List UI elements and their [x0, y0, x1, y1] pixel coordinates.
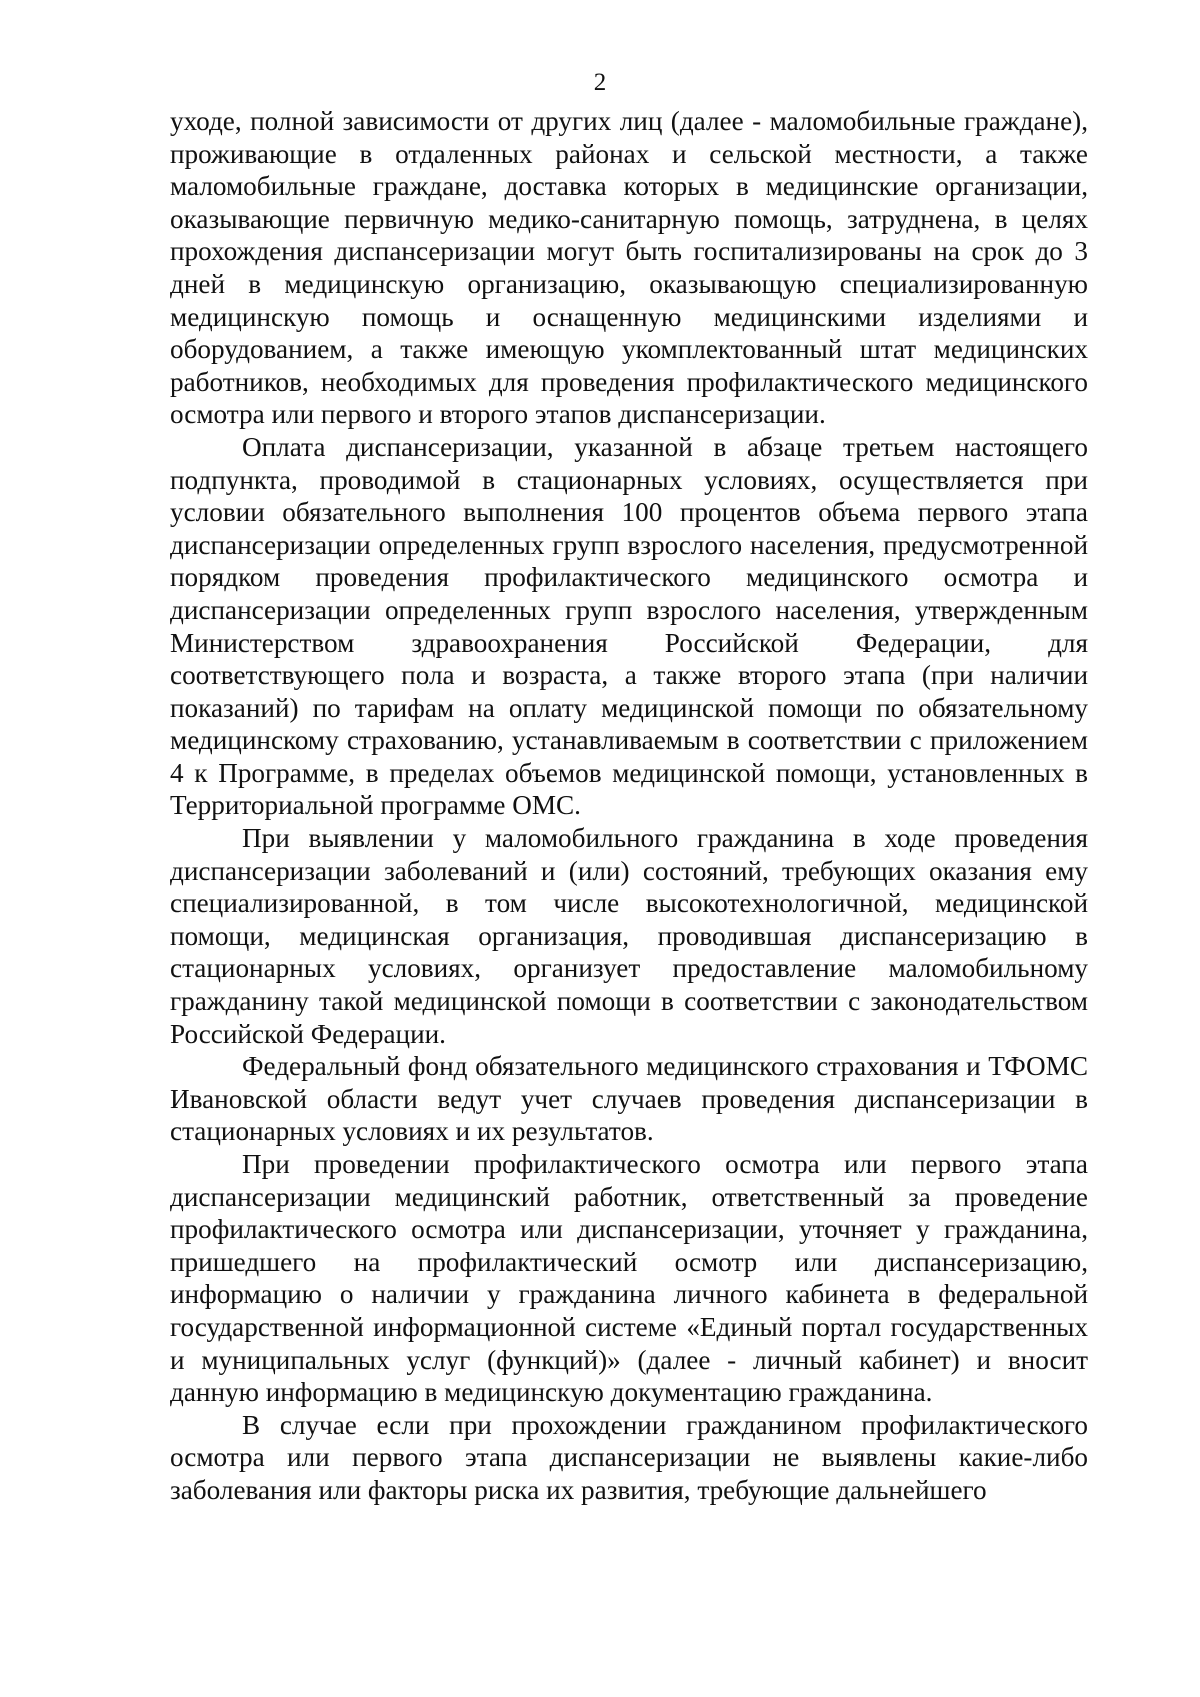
paragraph-payment: Оплата диспансеризации, указанной в абзаце третьем настоящего подпункта, проводимой в стационарных условиях, осуществляется при условии обязательного выполнения 100 процентов объема первого этапа диспансеризации определенных групп взрослого населения, предусмотренной порядком проведения профилактического медицинского осмотра и диспансеризации определенных групп взрослого населения, утвержденным Министерством здравоохранения Российской Федерации, для соответствующего пола и возраста, а также второго этапа (при наличии показаний) по тарифам на оплату медицинской помощи по обязательному медицинскому страхованию, устанавливаемым в соответствии с приложением 4 к Программе, в пределах объемов медицинской помощи, установленных в Территориальной программе ОМС.: [170, 431, 1088, 821]
paragraph-no-findings: В случае если при прохождении гражданином профилактического осмотра или первого этапа диспансеризации не выявлены какие-либо заболевания или факторы риска их развития, требующие дальнейшего: [170, 1409, 1088, 1505]
page-number: 2: [593, 69, 607, 96]
paragraph-accounting: Федеральный фонд обязательного медицинского страхования и ТФОМС Ивановской области ведут учет случаев проведения диспансеризации в стационарных условиях и их результатов.: [170, 1051, 1088, 1147]
paragraph-detection: При выявлении у маломобильного гражданина в ходе проведения диспансеризации заболеваний и (или) состояний, требующих оказания ему специализированной, в том числе высокотехнологичной, медицинской помощи, медицинская организация, проводившая диспансеризацию в стационарных условиях, организует предоставление маломобильному гражданину такой медицинской помощи в соответствии с законодательством Российской Федерации.: [170, 823, 1088, 1049]
paragraph-continuation: уходе, полной зависимости от других лиц (далее - маломобильные граждане), проживающие в отдаленных районах и сельской местности, а также маломобильные граждане, доставка которых в медицинские организации, оказывающие первичную медико-санитарную помощь, затруднена, в целях прохождения диспансеризации могут быть госпитализированы на срок до 3 дней в медицинскую организацию, оказывающую специализированную медицинскую помощь и оснащенную медицинскими изделиями и оборудованием, а также имеющую укомплектованный штат медицинских работников, необходимых для проведения профилактического медицинского осмотра или первого и второго этапов диспансеризации.: [170, 106, 1088, 430]
paragraph-personal-account: При проведении профилактического осмотра или первого этапа диспансеризации медицинский работник, ответственный за проведение профилактического осмотра или диспансеризации, уточняет у гражданина, пришедшего на профилактический осмотр или диспансеризацию, информацию о наличии у гражданина личного кабинета в федеральной государственной информационной системе «Единый портал государственных и муниципальных услуг (функций)» (далее - личный кабинет) и вносит данную информацию в медицинскую документацию гражданина.: [170, 1149, 1088, 1408]
document-body: [170, 105, 1088, 1507]
